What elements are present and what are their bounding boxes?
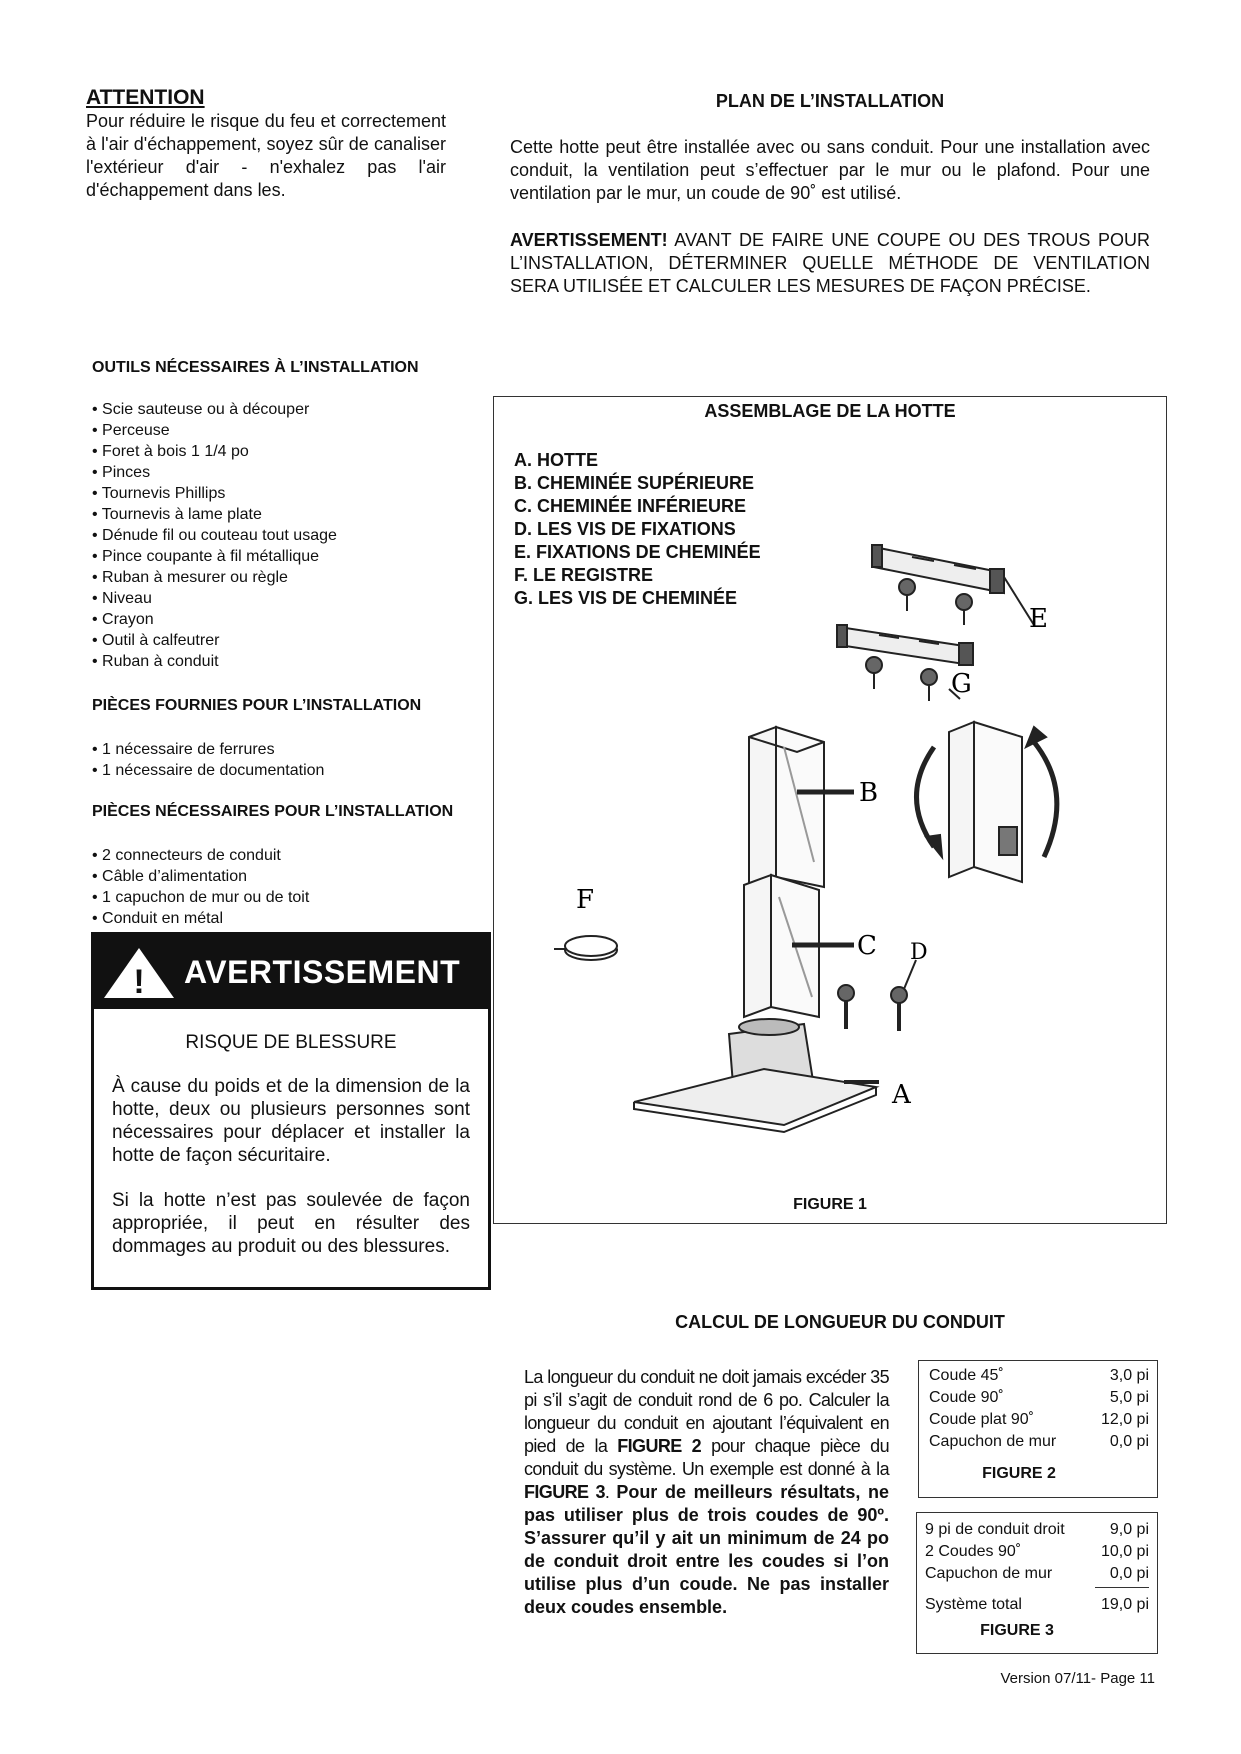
chimney-bracket-lower <box>837 625 973 665</box>
row-value: 5,0 pi <box>1109 1389 1149 1406</box>
figure-3-table <box>916 1512 1158 1654</box>
needed-title: PIÈCES NÉCESSAIRES POUR L’INSTALLATION <box>92 803 454 820</box>
row-label: Coude plat 90˚ <box>929 1411 1034 1428</box>
table-row <box>925 1519 1149 1541</box>
damper <box>554 936 617 960</box>
plan-title: PLAN DE L’INSTALLATION <box>715 91 945 111</box>
total-divider <box>1095 1587 1149 1588</box>
legend-item-a: A. HOTTE <box>514 450 598 470</box>
plan-warning <box>510 229 1150 298</box>
row-label: Coude 90˚ <box>929 1389 1004 1406</box>
figure-2-caption: FIGURE 2 <box>982 1465 1056 1482</box>
assembly-title: ASSEMBLAGE DE LA HOTTE <box>704 401 956 421</box>
legend-item-d: D. LES VIS DE FIXATIONS <box>514 519 736 539</box>
supplied-list <box>92 739 324 781</box>
list-item: • Conduit en métal <box>92 908 309 929</box>
list-item: • Outil à calfeutrer <box>92 630 337 651</box>
warning-symbol: ! <box>133 963 145 1001</box>
list-item: • 1 capuchon de mur ou de toit <box>92 887 309 908</box>
list-item: • Ruban à mesurer ou règle <box>92 567 337 588</box>
fixing-screws <box>838 985 907 1031</box>
label-d: D <box>910 940 928 965</box>
rotated-chimney <box>949 722 1022 882</box>
list-item: • Pinces <box>92 462 337 483</box>
list-item: • Pince coupante à fil métallique <box>92 546 337 567</box>
duct-text-1: La longueur du conduit ne doit jamais excéder 35 pi s’il s’agit de conduit rond de 6 po. Calculer la longueur du conduit en ajoutant l’équivalent en pied de la <box>524 1367 889 1456</box>
row-value: 0,0 pi <box>1109 1565 1149 1582</box>
label-a: A <box>892 1080 911 1110</box>
figure-1-caption: FIGURE 1 <box>793 1196 867 1213</box>
list-item: • 1 nécessaire de documentation <box>92 760 324 781</box>
needed-list <box>92 845 309 929</box>
label-c: C <box>857 931 877 961</box>
legend-item-g: G. LES VIS DE CHEMINÉE <box>514 588 738 608</box>
table-row <box>929 1365 1149 1387</box>
list-item: • Foret à bois 1 1/4 po <box>92 441 337 462</box>
row-label: 9 pi de conduit droit <box>925 1521 1065 1538</box>
tools-title: OUTILS NÉCESSAIRES À L’INSTALLATION <box>92 359 419 376</box>
row-label: Capuchon de mur <box>925 1565 1053 1582</box>
row-label: Coude 45˚ <box>929 1367 1004 1384</box>
figure-1-frame <box>493 396 1167 1224</box>
plan-warning-label: AVERTISSEMENT! <box>510 230 668 250</box>
legend-item-c: C. CHEMINÉE INFÉRIEURE <box>514 496 747 516</box>
attention-text: Pour réduire le risque du feu et correctement à l'air d'échappement, soyez sûr de canaliser l'extérieur d'air - n'exhalez pas l'air d'échappement dans les. <box>86 111 446 200</box>
row-value: 9,0 pi <box>1109 1521 1149 1538</box>
list-item: • Ruban à conduit <box>92 651 337 672</box>
rotate-arrow-left <box>917 747 935 847</box>
label-f: F <box>576 885 595 915</box>
list-item: • 2 connecteurs de conduit <box>92 845 309 866</box>
duct-text-3: . <box>604 1482 617 1502</box>
plan-warning-text: AVANT DE FAIRE UNE COUPE OU DES TROUS POUR L’INSTALLATION, DÉTERMINER QUELLE MÉTHODE DE VENTILATION SERA UTILISÉE ET CALCULER LES MESURES DE FAÇON PRÉCISE. <box>510 230 1150 296</box>
label-g: G <box>951 669 972 699</box>
list-item: • Niveau <box>92 588 337 609</box>
hood-assembly-diagram <box>494 397 1166 1223</box>
supplied-title: PIÈCES FOURNIES POUR L’INSTALLATION <box>92 697 422 714</box>
hood-body <box>634 1019 876 1132</box>
attention-title: ATTENTION <box>86 86 205 109</box>
label-b: B <box>859 778 879 808</box>
legend-item-b: B. CHEMINÉE SUPÉRIEURE <box>514 473 755 493</box>
list-item: • 1 nécessaire de ferrures <box>92 739 324 760</box>
warning-para-2: Si la hotte n’est pas soulevée de façon appropriée, il peut en résulter des dommages au produit ou des blessures. <box>112 1190 470 1257</box>
warning-para-1: À cause du poids et de la dimension de la hotte, deux ou plusieurs personnes sont nécessaires pour déplacer et installer la hotte de façon sécuritaire. <box>112 1076 470 1166</box>
warning-box <box>91 932 491 1290</box>
row-value: 3,0 pi <box>1109 1367 1149 1384</box>
list-item: • Dénude fil ou couteau tout usage <box>92 525 337 546</box>
duct-text-2: pour chaque pièce du conduit du système. Un exemple est donné à la <box>524 1436 889 1479</box>
warning-heading: AVERTISSEMENT <box>184 953 461 990</box>
warning-triangle-icon <box>94 942 184 1002</box>
table-row <box>925 1541 1149 1563</box>
list-item: • Câble d’alimentation <box>92 866 309 887</box>
figure-3-caption: FIGURE 3 <box>980 1622 1054 1639</box>
table-row <box>925 1563 1149 1585</box>
page-footer: Version 07/11- Page 11 <box>1000 1670 1155 1687</box>
warning-subtitle: RISQUE DE BLESSURE <box>185 1032 397 1053</box>
rotate-arrow-right <box>1034 742 1057 857</box>
total-label: Système total <box>925 1596 1022 1613</box>
legend-item-f: F. LE REGISTRE <box>514 565 654 585</box>
row-value: 12,0 pi <box>1100 1411 1149 1428</box>
row-value: 0,0 pi <box>1109 1433 1149 1450</box>
duct-title: CALCUL DE LONGUEUR DU CONDUIT <box>675 1312 1005 1332</box>
list-item: • Crayon <box>92 609 337 630</box>
chimney-bracket-upper <box>872 545 1004 593</box>
figure-3-ref: FIGURE 3 <box>524 1482 605 1502</box>
figure-2-table <box>918 1360 1158 1498</box>
list-item: • Tournevis à lame plate <box>92 504 337 525</box>
legend-item-e: E. FIXATIONS DE CHEMINÉE <box>514 542 761 562</box>
duct-bold-text: Pour de meilleurs résultats, ne pas utiliser plus de trois coudes de 90º. S’assurer qu’il y ait un minimum de 24 po de conduit droit entre les coudes si l’on utilise plus d’un coude. Ne pas installer deux coudes ensemble. <box>524 1482 889 1617</box>
upper-chimney <box>749 727 824 887</box>
row-value: 10,0 pi <box>1100 1543 1149 1560</box>
list-item: • Perceuse <box>92 420 337 441</box>
row-label: Capuchon de mur <box>929 1433 1057 1450</box>
table-row <box>929 1431 1149 1453</box>
total-value: 19,0 pi <box>1100 1596 1149 1613</box>
label-e: E <box>1029 604 1048 634</box>
warning-header <box>94 935 488 1009</box>
list-item: • Tournevis Phillips <box>92 483 337 504</box>
table-row <box>929 1409 1149 1431</box>
figure-2-ref: FIGURE 2 <box>617 1436 702 1456</box>
row-label: 2 Coudes 90˚ <box>925 1543 1022 1560</box>
list-item: • Scie sauteuse ou à découper <box>92 399 337 420</box>
duct-text <box>524 1366 889 1619</box>
table-row <box>929 1387 1149 1409</box>
total-row <box>925 1594 1149 1616</box>
plan-text: Cette hotte peut être installée avec ou sans conduit. Pour une installation avec conduit, la ventilation peut s’effectuer par le mur ou le plafond. Pour une ventilation par le mur, un coude de 90˚ est utilisé. <box>510 137 1150 203</box>
tools-list <box>92 399 337 672</box>
